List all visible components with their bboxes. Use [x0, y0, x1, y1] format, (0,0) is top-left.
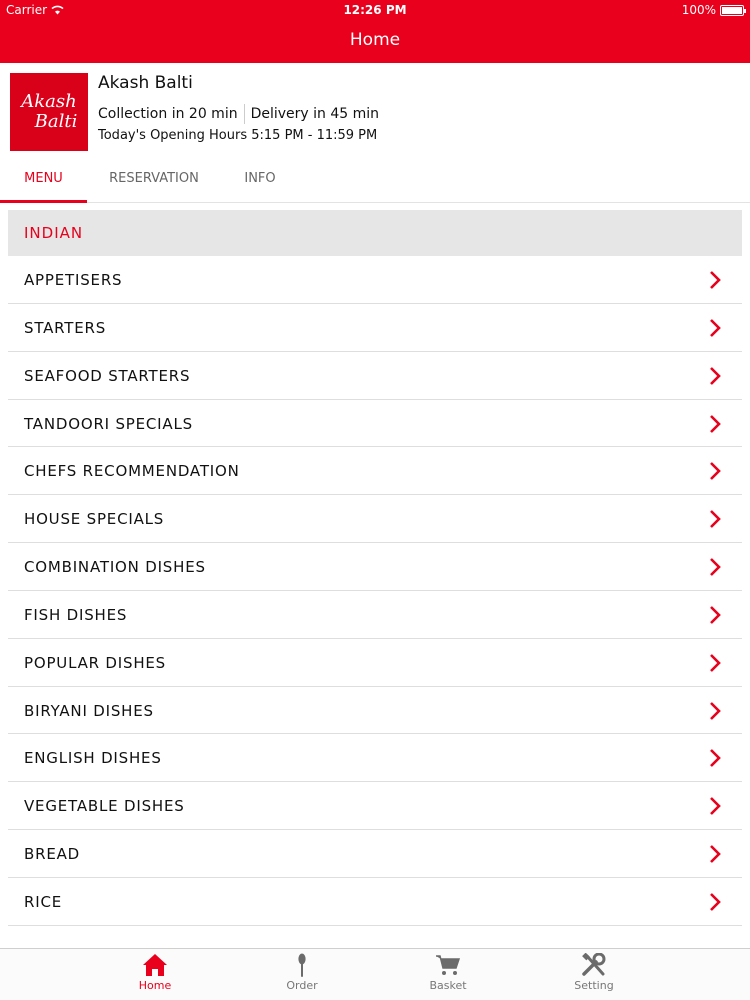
battery-icon	[720, 5, 744, 16]
menu-row-house-specials[interactable]	[8, 495, 742, 543]
chevron-right-icon	[708, 318, 722, 338]
menu-row-tandoori-specials[interactable]	[8, 400, 742, 448]
chevron-right-icon	[708, 557, 722, 577]
menu-row-label: APPETISERS	[24, 271, 123, 289]
chevron-right-icon	[708, 509, 722, 529]
chevron-right-icon	[708, 461, 722, 481]
menu-row-label: HOUSE SPECIALS	[24, 510, 165, 529]
chevron-right-icon	[708, 892, 722, 912]
menu-row-starters[interactable]	[8, 304, 742, 352]
logo-text-line2: Balti	[34, 111, 78, 132]
chevron-right-icon	[708, 796, 722, 816]
menu-row-appetisers[interactable]	[8, 256, 742, 304]
nav-title: Home	[349, 30, 401, 50]
carrier-label: Carrier	[6, 3, 48, 17]
tab-reservation[interactable]: RESERVATION	[109, 171, 199, 186]
menu-row-label: RICE	[24, 892, 62, 911]
menu-row-label: FISH DISHES	[24, 605, 128, 624]
menu-row-label: VEGETABLE DISHES	[24, 797, 185, 816]
chevron-right-icon	[708, 366, 722, 386]
delivery-time: Delivery in 45 min	[250, 106, 380, 122]
service-times	[98, 104, 379, 124]
menu-row-label: SEAFOOD STARTERS	[24, 366, 191, 385]
battery-info	[682, 3, 744, 17]
tools-icon	[581, 953, 607, 977]
collection-time: Collection in 20 min	[98, 106, 238, 122]
menu-row-vegetable-dishes[interactable]	[8, 782, 742, 830]
menu-row-fish-dishes[interactable]	[8, 591, 742, 639]
logo-text-line1: Akash	[21, 91, 77, 112]
menu-row-label: TANDOORI SPECIALS	[24, 414, 193, 433]
tabbar-setting[interactable]	[554, 953, 634, 992]
chevron-right-icon	[708, 748, 722, 768]
menu-row-combination-dishes[interactable]	[8, 543, 742, 591]
chevron-right-icon	[708, 701, 722, 721]
restaurant-logo	[10, 73, 88, 151]
menu-row-label: STARTERS	[24, 318, 107, 337]
menu-row-english-dishes[interactable]	[8, 734, 742, 782]
opening-hours: Today's Opening Hours 5:15 PM - 11:59 PM	[98, 128, 378, 143]
restaurant-name: Akash Balti	[98, 73, 193, 93]
menu-row-bread[interactable]	[8, 830, 742, 878]
tabbar-order[interactable]	[262, 953, 342, 992]
chevron-right-icon	[708, 844, 722, 864]
home-icon	[142, 953, 168, 977]
top-bar	[0, 0, 750, 63]
tabbar-home[interactable]	[115, 953, 195, 992]
section-title: INDIAN	[24, 224, 84, 242]
status-time: 12:26 PM	[343, 3, 407, 17]
menu-row-biryani-dishes[interactable]	[8, 687, 742, 735]
tabbar-basket-label: Basket	[429, 979, 467, 992]
menu-row-popular-dishes[interactable]	[8, 639, 742, 687]
menu-row-label: ENGLISH DISHES	[24, 749, 162, 768]
bottom-tab-bar	[0, 948, 750, 1000]
chevron-right-icon	[708, 605, 722, 625]
menu-row-label: POPULAR DISHES	[24, 653, 167, 672]
tabbar-setting-label: Setting	[574, 979, 614, 992]
menu-row-seafood-starters[interactable]	[8, 352, 742, 400]
tabbar-order-label: Order	[286, 979, 318, 992]
tab-info[interactable]: INFO	[244, 171, 276, 186]
tab-menu[interactable]: MENU	[0, 159, 87, 203]
chevron-right-icon	[708, 270, 722, 290]
chevron-right-icon	[708, 653, 722, 673]
menu-row-label: COMBINATION DISHES	[24, 558, 206, 577]
menu-row-label: CHEFS RECOMMENDATION	[24, 462, 240, 481]
status-bar	[0, 0, 750, 22]
tabbar-basket[interactable]	[408, 953, 488, 992]
times-divider	[244, 104, 245, 124]
menu-list	[8, 256, 742, 926]
restaurant-header	[0, 63, 750, 159]
menu-row-label: BIRYANI DISHES	[24, 701, 154, 720]
menu-row-rice[interactable]	[8, 878, 742, 926]
section-header	[8, 210, 742, 256]
battery-label: 100%	[681, 3, 716, 17]
spoon-icon	[289, 953, 315, 977]
chevron-right-icon	[708, 414, 722, 434]
cart-icon	[435, 953, 461, 977]
tabbar-home-label: Home	[138, 979, 172, 992]
tab-bar-top	[0, 159, 750, 203]
menu-row-chefs-recommendation[interactable]	[8, 447, 742, 495]
menu-row-label: BREAD	[24, 845, 81, 864]
